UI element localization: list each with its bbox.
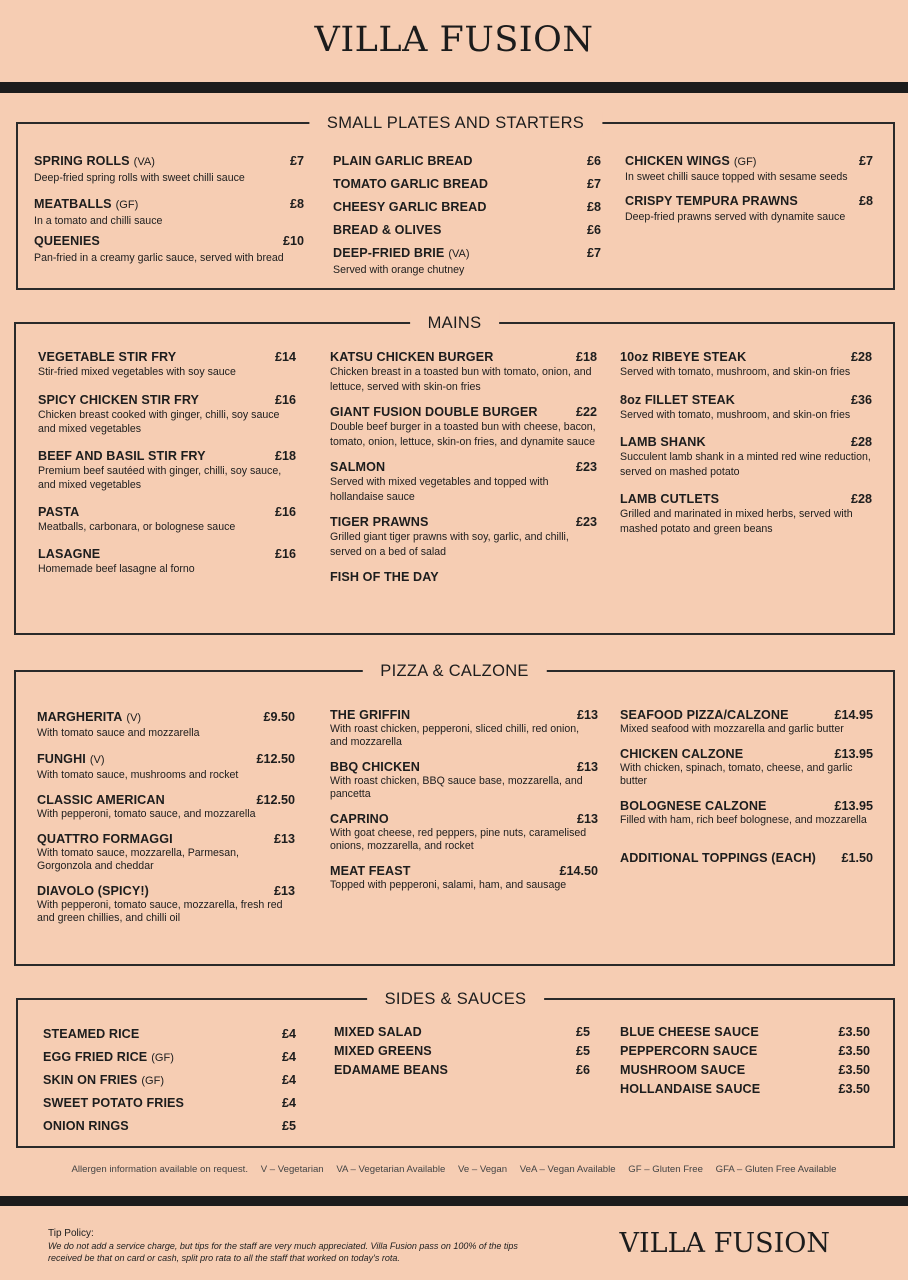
item-desc: In sweet chilli sauce topped with sesame seeds [625,171,848,183]
item-desc: With tomato sauce and mozzarella [37,727,200,739]
item-desc: With chicken, spinach, tomato, cheese, and garlic butter [620,762,853,787]
item-name: GIANT FUSION DOUBLE BURGER [330,405,538,419]
item-price: £7 [586,177,601,191]
item-name: MEATBALLS [34,196,112,211]
item-price: £13.95 [834,747,873,761]
item-name: BOLOGNESE CALZONE [620,799,767,813]
item-price: £36 [850,392,872,407]
item-tag: (GF) [151,1052,174,1064]
item-price: £23 [575,460,597,474]
item-name: FUNGHI [37,752,86,766]
footer-divider-bar [0,1196,908,1206]
item-price: £8 [586,200,601,214]
item-price: £14.95 [834,708,873,722]
menu-item [333,152,601,170]
item-price: £13 [273,884,295,898]
sides-col-1 [43,1025,296,1135]
section-starters [16,114,895,290]
starters-col-3 [625,152,873,224]
menu-item [34,232,304,266]
menu-item [620,492,872,536]
menu-item [43,1117,296,1135]
item-price: £1.50 [841,851,873,865]
item-name: BBQ CHICKEN [330,760,420,774]
item-desc: With tomato sauce, mozzarella, Parmesan, Gorgonzola and cheddar [37,847,239,872]
tip-text: We do not add a service charge, but tips for the staff are very much appreciated. Villa Fusion pass on 100% of the tips received be that on card or cash, split pro rata to all the staff that worked on today's rota. [48,1241,518,1263]
menu-item [37,832,295,873]
menu-item [330,515,597,559]
item-desc: Served with tomato, mushroom, and skin-on fries [620,408,851,421]
item-desc: Grilled and marinated in mixed herbs, served with mashed potato and green beans [620,508,853,535]
menu-item [330,708,598,749]
item-price: £3.50 [838,1044,870,1058]
item-price: £3.50 [838,1063,870,1077]
item-name: CHEESY GARLIC BREAD [333,200,487,214]
menu-item [38,350,296,380]
item-desc: Succulent lamb shank in a minted red wine reduction, served on mashed potato [620,451,871,478]
item-name: TIGER PRAWNS [330,515,429,529]
menu-item [620,393,872,423]
item-name: 8oz FILLET STEAK [620,392,735,407]
item-desc: With roast chicken, pepperoni, sliced chilli, red onion, and mozzarella [330,723,580,748]
item-name: MARGHERITA [37,710,123,724]
item-name: CHICKEN CALZONE [620,747,744,761]
allergen-va: VA – Vegetarian Available [336,1164,446,1175]
menu-item [334,1025,590,1039]
menu-item [620,851,873,865]
allergen-vea: VeA – Vegan Available [519,1164,616,1175]
footer-brand: VILLA FUSION [619,1228,830,1259]
item-price: £13 [576,812,598,826]
item-desc: With goat cheese, red peppers, pine nuts, caramelised onions, mozzarella, and rocket [330,827,587,852]
item-name: BEEF AND BASIL STIR FRY [38,448,206,463]
item-price: £5 [281,1119,296,1133]
item-desc: Filled with ham, rich beef bolognese, and mozzarella [620,814,867,826]
pizza-col-3 [620,708,873,865]
item-name: BREAD & OLIVES [333,223,442,237]
menu-item [330,812,598,853]
menu-item [38,505,296,535]
allergen-ve: Ve – Vegan [457,1164,508,1175]
menu-item [620,1044,870,1058]
item-name: MUSHROOM SAUCE [620,1063,746,1077]
item-name: SPICY CHICKEN STIR FRY [38,392,200,407]
item-price: £3.50 [838,1082,870,1096]
menu-item [37,750,295,782]
menu-item [37,708,295,740]
item-price: £7 [586,246,601,260]
item-desc: Double beef burger in a toasted bun with cheese, bacon, tomato, onion, lettuce, skin-on fries, and dynamite sauce [330,421,596,448]
item-name: FISH OF THE DAY [330,570,439,584]
item-name: PEPPERCORN SAUCE [620,1044,758,1058]
allergen-v: V – Vegetarian [260,1164,324,1175]
menu-item [34,152,304,186]
item-price: £6 [586,223,601,237]
item-name: MIXED GREENS [334,1044,432,1058]
item-price: £4 [281,1096,296,1110]
menu-item [330,350,597,394]
item-price: £6 [575,1063,590,1077]
pizza-col-1 [37,708,295,925]
tip-title: Tip Policy: [48,1228,94,1239]
mains-col-1 [38,350,296,577]
brand-title: VILLA FUSION [314,20,594,60]
item-price: £13 [576,708,598,722]
item-price: £7 [289,154,304,168]
item-price: £14.50 [559,864,598,878]
allergen-gf: GF – Gluten Free [628,1164,703,1175]
menu-item [625,152,873,184]
menu-item [333,244,601,278]
item-desc: Served with orange chutney [333,264,465,276]
mains-col-2 [330,350,597,584]
item-name: SEAFOOD PIZZA/CALZONE [620,708,789,722]
menu-item [330,405,597,449]
menu-item [330,760,598,801]
item-price: £8 [289,196,304,211]
item-desc: Pan-fried in a creamy garlic sauce, served with bread [34,252,284,264]
item-desc: Stir-fried mixed vegetables with soy sauce [38,366,236,378]
menu-item [620,708,873,736]
item-desc: With tomato sauce, mushrooms and rocket [37,769,239,781]
item-price: £23 [575,515,597,529]
item-name: EGG FRIED RICE [43,1050,148,1064]
menu-item [620,435,872,479]
item-price: £12.50 [256,793,295,807]
menu-item [330,460,597,504]
item-desc: Mixed seafood with mozzarella and garlic butter [620,723,844,735]
menu-item [620,1025,870,1039]
item-price: £28 [850,435,872,449]
menu-item [330,570,597,584]
section-sides [16,990,895,1148]
section-title: MAINS [410,312,500,334]
item-desc: With pepperoni, tomato sauce, mozzarella, fresh red and green chillies, and chilli oil [37,899,283,924]
item-name: SALMON [330,460,386,474]
item-name: PLAIN GARLIC BREAD [333,154,473,168]
menu-item [43,1071,296,1089]
item-price: £18 [274,448,296,463]
item-tag: (V) [89,754,105,766]
item-name: THE GRIFFIN [330,708,411,722]
item-desc: Chicken breast cooked with ginger, chilli, soy sauce and mixed vegetables [38,408,280,435]
item-desc: In a tomato and chilli sauce [34,214,163,227]
item-name: CHICKEN WINGS [625,154,730,168]
section-mains [14,314,895,635]
item-price: £5 [575,1025,590,1039]
item-name: MEAT FEAST [330,864,411,878]
menu-item [334,1063,590,1077]
mains-col-3 [620,350,872,536]
item-price: £4 [281,1027,296,1041]
header-divider-bar [0,82,908,93]
item-name: ADDITIONAL TOPPINGS (EACH) [620,851,816,865]
menu-item [333,198,601,216]
section-pizza [14,662,895,966]
item-name: CAPRINO [330,812,389,826]
item-price: £13.95 [834,799,873,813]
menu-item [334,1044,590,1058]
menu-item [38,393,296,437]
item-price: £7 [858,154,873,168]
item-price: £16 [274,392,296,407]
item-price: £16 [274,504,296,519]
item-name: LASAGNE [38,547,101,561]
menu-item [37,884,295,925]
item-tag: (GF) [733,156,757,168]
item-name: VEGETABLE STIR FRY [38,350,177,364]
item-price: £28 [850,350,872,364]
item-price: £9.50 [263,710,295,724]
menu-item [43,1048,296,1066]
pizza-col-2 [330,708,598,892]
item-price: £10 [282,234,304,248]
item-desc: Meatballs, carbonara, or bolognese sauce [38,520,236,533]
item-price: £12.50 [256,752,295,766]
item-desc: Chicken breast in a toasted bun with tomato, onion, and lettuce, served with skin-on fries [330,366,592,393]
item-name: QUEENIES [34,234,100,248]
item-tag: (GF) [141,1075,164,1087]
item-name: SWEET POTATO FRIES [43,1096,185,1110]
section-title: PIZZA & CALZONE [362,660,546,682]
item-name: EDAMAME BEANS [334,1063,448,1077]
item-name: TOMATO GARLIC BREAD [333,177,489,191]
item-name: KATSU CHICKEN BURGER [330,350,494,364]
item-tag: (VA) [448,248,470,260]
menu-item [330,864,598,892]
menu-item [620,1063,870,1077]
sides-col-3 [620,1025,870,1096]
item-price: £28 [850,492,872,506]
item-price: £18 [575,350,597,364]
item-price: £3.50 [838,1025,870,1039]
allergen-intro: Allergen information available on request. [71,1164,249,1175]
item-name: DEEP-FRIED BRIE [333,246,445,260]
item-desc: With pepperoni, tomato sauce, and mozzarella [37,808,256,820]
item-price: £8 [858,194,873,208]
item-name: PASTA [38,504,80,519]
item-price: £5 [575,1044,590,1058]
item-name: 10oz RIBEYE STEAK [620,350,747,364]
menu-item [620,1082,870,1096]
item-price: £13 [576,760,598,774]
item-price: £16 [274,547,296,561]
menu-item [620,799,873,827]
item-name: CRISPY TEMPURA PRAWNS [625,194,798,208]
item-name: CLASSIC AMERICAN [37,793,165,807]
item-price: £22 [575,405,597,419]
menu-item [333,221,601,239]
item-name: SKIN ON FRIES [43,1073,138,1087]
starters-col-2 [333,152,601,278]
sides-col-2 [334,1025,590,1077]
item-price: £14 [274,350,296,364]
tip-policy [48,1228,538,1264]
item-desc: Served with mixed vegetables and topped with hollandaise sauce [330,476,549,503]
allergen-gfa: GFA – Gluten Free Available [715,1164,837,1175]
item-name: BLUE CHEESE SAUCE [620,1025,759,1039]
section-title: SMALL PLATES AND STARTERS [309,112,602,134]
menu-item [620,747,873,788]
menu-item [38,547,296,577]
menu-item [625,192,873,224]
item-tag: (V) [126,712,142,724]
item-desc: Grilled giant tiger prawns with soy, garlic, and chilli, served on a bed of salad [330,531,569,558]
item-desc: Premium beef sautéed with ginger, chilli, soy sauce, and mixed vegetables [38,464,282,491]
item-price: £4 [281,1073,296,1087]
item-name: ONION RINGS [43,1119,129,1133]
menu-item [43,1094,296,1112]
item-name: DIAVOLO (SPICY!) [37,884,149,898]
item-name: HOLLANDAISE SAUCE [620,1082,761,1096]
menu-item [43,1025,296,1043]
item-desc: Deep-fried prawns served with dynamite sauce [625,211,846,223]
allergen-legend [0,1164,908,1175]
item-name: SPRING ROLLS [34,154,130,168]
menu-item [37,793,295,821]
item-desc: Topped with pepperoni, salami, ham, and sausage [330,879,567,891]
menu-item [38,449,296,493]
section-title: SIDES & SAUCES [367,988,545,1010]
menu-item [34,195,304,229]
menu-item [620,350,872,380]
item-price: £13 [273,832,295,846]
item-tag: (VA) [133,156,155,168]
item-desc: Deep-fried spring rolls with sweet chilli sauce [34,172,245,184]
item-name: QUATTRO FORMAGGI [37,832,173,846]
starters-col-1 [34,152,304,266]
item-name: LAMB CUTLETS [620,492,720,506]
menu-item [333,175,601,193]
item-desc: Served with tomato, mushroom, and skin-on fries [620,366,851,378]
item-desc: Homemade beef lasagne al forno [38,563,195,575]
item-price: £4 [281,1050,296,1064]
item-name: LAMB SHANK [620,435,706,449]
item-name: STEAMED RICE [43,1027,140,1041]
item-tag: (GF) [115,198,139,211]
item-name: MIXED SALAD [334,1025,422,1039]
item-price: £6 [586,154,601,168]
item-desc: With roast chicken, BBQ sauce base, mozzarella, and pancetta [330,775,583,800]
